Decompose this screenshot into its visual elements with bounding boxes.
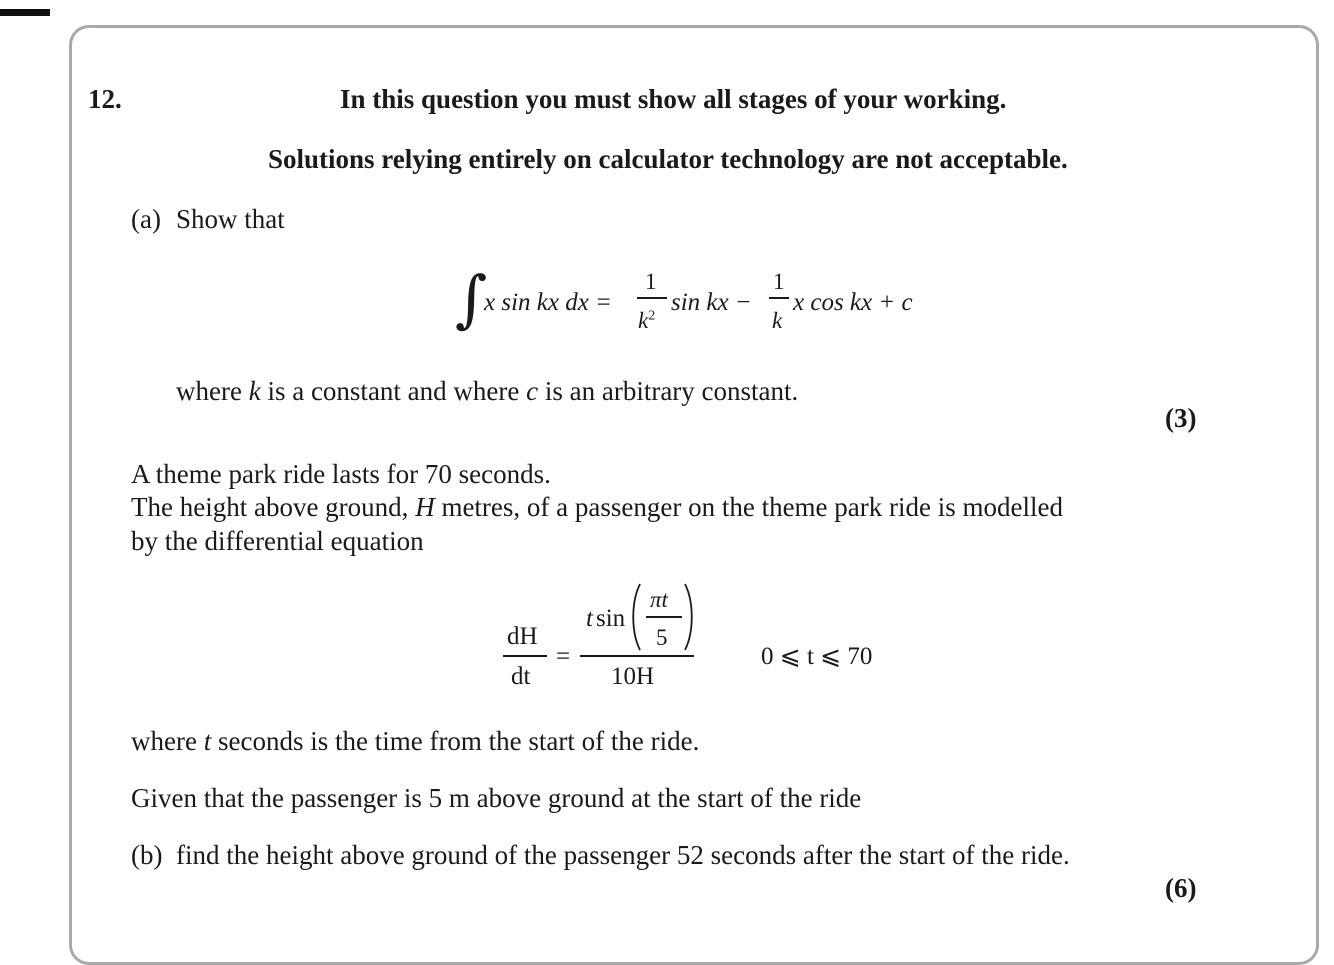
context-line-3: by the differential equation	[131, 526, 424, 556]
de-rhs-bar	[580, 655, 694, 657]
de-lhs-denominator: dt	[511, 663, 531, 690]
frac1-bar	[637, 297, 667, 299]
inner-bar	[646, 616, 682, 618]
term-sin: sin kx −	[671, 289, 752, 316]
de-domain: 0 ⩽ t ⩽ 70	[761, 643, 873, 670]
integral-sign: ∫	[455, 262, 488, 335]
header-rule	[0, 9, 50, 16]
part-b-label: (b)	[131, 840, 163, 870]
frac2-denominator: k	[772, 308, 783, 333]
de-rhs-t: t	[586, 605, 593, 632]
de-equals: =	[556, 643, 571, 670]
part-a-where: where k is a constant and where c is an arbitrary constant.	[176, 376, 799, 406]
de-rhs-denominator: 10H	[611, 663, 655, 690]
frac2-bar	[769, 297, 789, 299]
inner-denominator: 5	[656, 625, 668, 650]
inner-numerator: πt	[650, 587, 668, 612]
context-line-2: The height above ground, H metres, of a passenger on the theme park ride is modelled	[131, 492, 1063, 522]
right-paren	[683, 582, 695, 652]
part-a-marks: (3)	[1165, 403, 1197, 433]
part-b-marks: (6)	[1165, 873, 1197, 903]
part-b-text: find the height above ground of the passenger 52 seconds after the start of the ride.	[176, 840, 1070, 870]
frac1-numerator: 1	[645, 269, 657, 294]
left-paren	[630, 582, 642, 652]
term-cos: x cos kx + c	[793, 289, 913, 316]
de-lhs-bar	[503, 655, 547, 657]
instruction-working: In this question you must show all stages of your working.	[340, 84, 1007, 114]
initial-condition: Given that the passenger is 5 m above ground at the start of the ride	[131, 783, 862, 813]
instruction-calculator: Solutions relying entirely on calculator technology are not acceptable.	[268, 144, 1068, 174]
frac2-numerator: 1	[773, 269, 785, 294]
de-rhs-sin: sin	[596, 605, 626, 632]
time-definition: where t seconds is the time from the start of the ride.	[131, 726, 700, 756]
integral-lhs: x sin kx dx =	[484, 289, 612, 316]
part-a-label: (a)	[131, 204, 161, 234]
question-number: 12.	[88, 84, 122, 114]
context-line-1: A theme park ride lasts for 70 seconds.	[131, 459, 551, 489]
de-lhs-numerator: dH	[507, 623, 538, 650]
part-a-prompt: Show that	[176, 204, 285, 234]
frac1-denominator: $k^2$	[638, 308, 656, 333]
